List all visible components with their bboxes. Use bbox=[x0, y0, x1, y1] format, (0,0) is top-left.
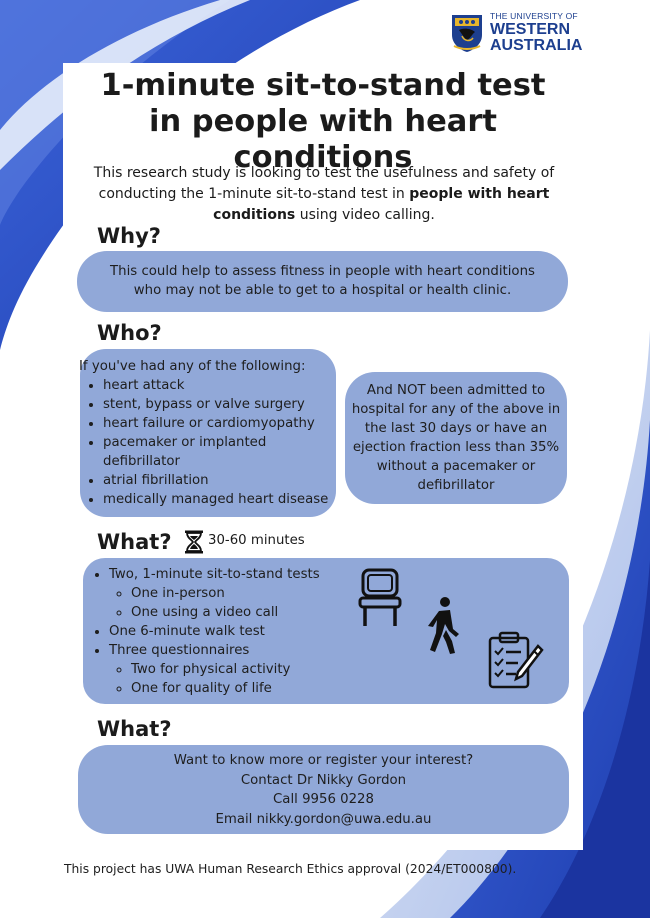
sub-list-item: ◦ One using a video call bbox=[131, 603, 559, 622]
intro-part-1: This research study is looking to test the usefulness and safety of conducting the 1-minute sit-to-stand test in bbox=[93, 165, 555, 202]
list-item: • atrial fibrillation bbox=[103, 471, 330, 490]
who-criteria-box bbox=[80, 349, 336, 517]
what-heading: What? bbox=[97, 530, 172, 554]
logo-line-2: WESTERN bbox=[490, 20, 570, 38]
logo-line-1: THE UNIVERSITY OF bbox=[490, 11, 578, 22]
sub-list-item: ◦ One for quality of life bbox=[131, 679, 559, 698]
contact-email: Email nikky.gordon@uwa.edu.au bbox=[215, 811, 432, 827]
clipboard-checklist-icon bbox=[488, 631, 544, 689]
list-item: • heart failure or cardiomyopathy bbox=[103, 414, 330, 433]
contact-phone: Call 9956 0228 bbox=[273, 792, 374, 807]
sub-list-item: ◦ One in-person bbox=[131, 584, 559, 603]
who-list bbox=[103, 376, 330, 509]
walking-person-icon bbox=[425, 596, 465, 656]
title-line-1: 1-minute sit-to-stand test bbox=[100, 68, 546, 103]
list-item-text: Three questionnaires bbox=[109, 643, 250, 658]
list-item bbox=[109, 565, 559, 622]
ethics-footer: This project has UWA Human Research Ethics approval (2024/ET000800). bbox=[64, 862, 517, 876]
contact-box bbox=[78, 745, 569, 834]
title-line-2: in people with heart conditions bbox=[149, 104, 497, 175]
intro-bold: people with heart conditions bbox=[213, 186, 550, 223]
why-text: This could help to assess fitness in people with heart conditions who may not be able to get to a hospital or health clinic. bbox=[110, 264, 535, 298]
who-lead: If you've had any of the following: bbox=[79, 359, 306, 374]
uwa-crest-icon bbox=[450, 13, 484, 53]
intro-text bbox=[70, 163, 578, 226]
chair-icon bbox=[358, 568, 402, 628]
list-item: • stent, bypass or valve surgery bbox=[103, 395, 330, 414]
list-item: • medically managed heart disease bbox=[103, 490, 330, 509]
list-item: • pacemaker or implanted defibrillator bbox=[103, 433, 330, 471]
hourglass-icon bbox=[184, 530, 204, 554]
page-title bbox=[63, 68, 583, 176]
sub-list bbox=[131, 584, 559, 622]
list-item: • heart attack bbox=[103, 376, 330, 395]
contact-heading: What? bbox=[97, 717, 172, 741]
list-item-text: Two, 1-minute sit-to-stand tests bbox=[109, 567, 320, 582]
who-exclusion-text: And NOT been admitted to hospital for any of the above in the last 30 days or have an ejection fraction less than 35% without a pacemaker or defibrillator bbox=[351, 383, 561, 493]
contact-name: Contact Dr Nikky Gordon bbox=[240, 772, 407, 788]
uwa-logo bbox=[450, 10, 590, 56]
sub-list-item: ◦ Two for physical activity bbox=[131, 660, 559, 679]
duration-label: 30-60 minutes bbox=[208, 533, 305, 548]
why-box bbox=[77, 251, 568, 312]
why-heading: Why? bbox=[97, 224, 161, 248]
who-exclusion-box bbox=[345, 372, 567, 504]
list-item-text: One 6-minute walk test bbox=[109, 624, 265, 639]
intro-part-2: using video calling. bbox=[295, 207, 435, 223]
contact-line-1: Want to know more or register your interest? bbox=[173, 753, 474, 768]
logo-line-3: AUSTRALIA bbox=[490, 36, 583, 54]
who-heading: Who? bbox=[97, 321, 162, 345]
